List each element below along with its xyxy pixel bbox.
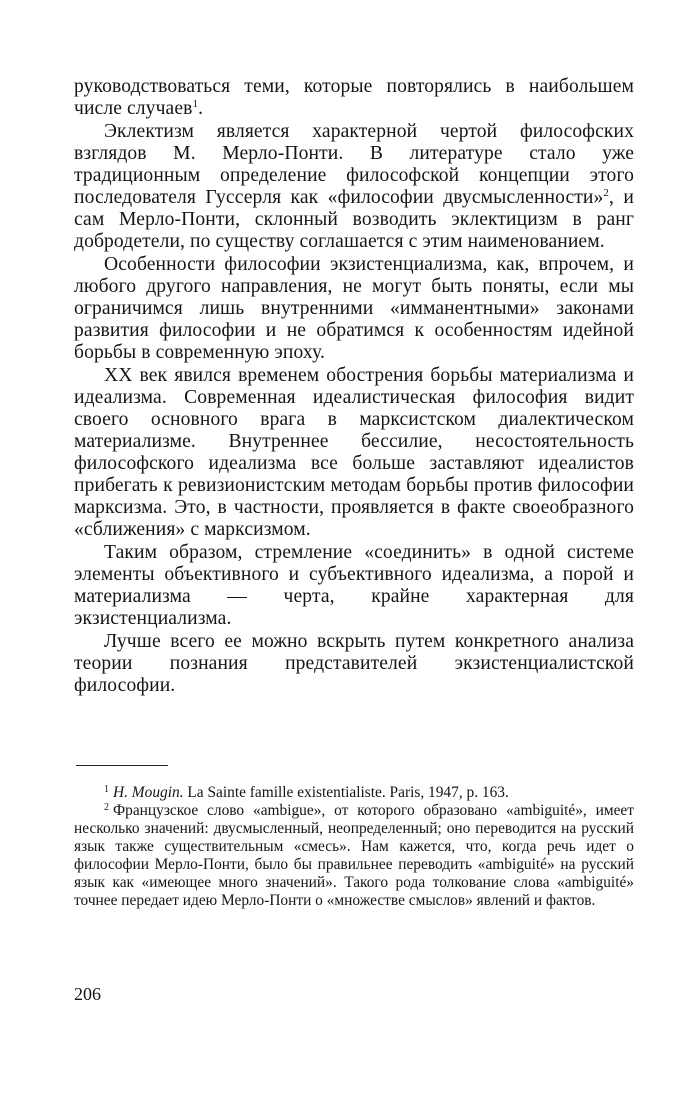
footnote-1: $^1$ H. Mougin. La Sainte famille existentialiste. Paris, 1947, p. 163. (104, 784, 509, 801)
paragraph-6: Лучше всего ее можно вскрыть путем конкретного анализа теории познания представителей экзистенциалистской философии. (74, 631, 634, 696)
footnotes (74, 784, 634, 910)
main-text (74, 76, 634, 697)
footnote-number-2: 2 (104, 802, 109, 813)
paragraph-5: Таким образом, стремление «соединить» в одной системе элементы объективного и субъективного идеализма, а порой и материализма — черта, крайне характерная для экзистенциализма. (74, 542, 634, 629)
footnote-ref-1: 1 (192, 98, 199, 110)
paragraph-4: XX век явился временем обострения борьбы материализма и идеализма. Современная идеалистическая философия видит своего основного врага в марксистском диалектическом материализме. Внутреннее бессилие, несостоятельность философского идеализма все больше заставляют идеалистов прибегать к ревизионистским методам борьбы против философии марксизма. Это, в частности, проявляется в факте своеобразного «сближения» с марксизмом. (74, 365, 634, 540)
footnote-ref-2: 2 (603, 187, 610, 199)
footnote-2: $^2$ Французское слово «ambigue», от которого образовано «ambiguité», имеет несколько значений: двусмысленный, неопределенный; оно переводится на русский язык также существительным «смесь». Нам кажется, что, когда речь идет о философии Мерло-Понти, было бы правильнее переводить «ambiguité» на русский язык как «имеющее много значений». Такого рода толкование слова «ambiguité» точнее передает идею Мерло-Понти о «множестве смыслов» явлений и фактов. (74, 802, 634, 909)
paragraph-2: Эклектизм является характерной чертой философских взглядов М. Мерло-Понти. В литературе стало уже традиционным определение философской концепции этого последователя Гуссерля как «философии двусмысленности»$^2$, и сам Мерло-Понти, склонный возводить эклектицизм в ранг добродетели, по существу соглашается с этим наименованием. (74, 121, 634, 252)
paragraph-1: руководствоваться теми, которые повторялись в наибольшем числе случаев$^1$. (74, 76, 634, 119)
paragraph-3: Особенности философии экзистенциализма, как, впрочем, и любого другого направления, не могут быть поняты, если мы ограничимся лишь внутренними «имманентными» законами развития философии и не обратимся к особенностям идейной борьбы в современную эпоху. (74, 254, 634, 363)
page-number: 206 (74, 984, 101, 1004)
footnote-author: H. Mougin. (113, 784, 184, 801)
footnote-number-1: 1 (104, 784, 109, 795)
footnote-divider (76, 765, 168, 766)
